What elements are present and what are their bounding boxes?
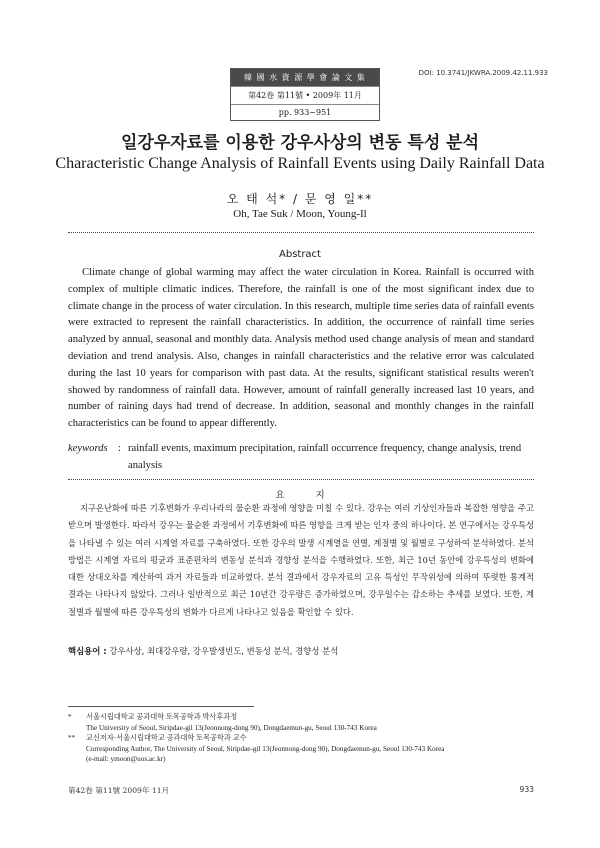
footnote-1-line: 서울시립대학교 공과대학 토목공학과 박사후과정 [86,713,238,721]
journal-name: 韓 國 水 資 源 學 會 論 文 集 [231,69,379,86]
keywords-colon: : [118,443,121,454]
footnote-1-line: The University of Seoul, Siripdae-gil 13(Jeonnong-dong 90), Dongdaemun-gu, Seoul 130-743 Korea [86,723,377,732]
korean-keywords-text: 강우사상, 최대강우량, 강우발생빈도, 변동성 분석, 경향성 분석 [106,646,339,656]
footnote-2-line: Corresponding Author, The University of Seoul, Siripdae-gil 13(Jeonnong-dong 90), Dongdaemun-gu, Seoul 130-743 Korea [86,744,445,753]
keywords-text: rainfall events, maximum precipitation, rainfall occurrence frequency, change analysis, trend analysis [128,443,522,471]
authors-korean: 오 태 석* / 문 영 일** [226,192,374,206]
page-footer-volume: 第42卷 第11號 2009年 11月 [68,786,170,795]
journal-pages: pp. 933∼951 [231,104,379,120]
divider-middle [68,479,534,480]
korean-abstract-heading: 요 지 [275,490,339,501]
abstract-heading: Abstract [279,249,321,260]
footnote-2-mark: ** [68,734,76,742]
title-english: Characteristic Change Analysis of Rainfall Events using Daily Rainfall Data [55,155,545,172]
title-korean: 일강우자료를 이용한 강우사상의 변동 특성 분석 [120,133,480,153]
footnote-1-mark: * [68,713,72,721]
footnote-2-line: (e-mail: ymoon@uos.ac.kr) [86,755,166,763]
journal-volume: 第42卷 第11號 • 2009年 11月 [231,86,379,104]
footnote-1 [68,712,534,734]
abstract-text: Climate change of global warming may affect the water circulation in Korea. Rainfall is occurred with complex of multiple climatic indices. Therefore, the rainfall is one of the most significant index due to climate change in the process of water circulation. In this research, multiple time series data of rainfall events were extracted to represent the rainfall characteristics. In addition, the occurrence of rainfall time series analyzed by annual, seasonal and monthly data. Analysis method used change analysis of mean and standard deviation and trend analysis. Also, changes in rainfall characteristics and the relative error was calculated during the last 10 years for comparison with past data. At the results, significant statistical results weren't showed by randomness of rainfall data. However, amount of rainfall generally increased last 10 years, and number of raining days had trend of decrease. In addition, seasonal and monthly changes in the rainfall characteristics can be found to appear differently. [68,267,534,430]
korean-keywords [68,645,534,657]
page-number: 933 [519,785,534,794]
footnote-rule [68,706,254,707]
footnote-2-line: 교신저자·서울시립대학교 공과대학 토목공학과 교수 [86,734,247,742]
korean-keywords-label: 핵심용어 : [68,646,107,656]
journal-info-box [230,68,380,121]
keywords-label: keywords [68,443,108,454]
authors-english: Oh, Tae Suk / Moon, Young-Il [233,208,367,220]
korean-abstract-text: 지구온난화에 따른 기후변화가 우리나라의 물순환 과정에 영향을 미칠 수 있다. 강우는 여러 기상인자들과 복잡한 영향을 주고 받으며 발생한다. 따라서 강우는 물순환 과정에서 기후변화에 따른 영향을 크게 받는 인자 중의 하나이다. 본 연구에서는 강우특성을 나타낼 수 있는 여러 시계열 자료를 구축하였다. 또한 강우의 발생 시계열을 연별, 계절별 및 월별로 구성하여 분석하였다. 분석 방법은 시계열 자료의 평균과 표준편차의 변동성 분석과 경향성 분석을 수행하였다. 또한, 최근 10년 동안에 강우특성의 변화에 대한 상대오차를 계산하여 과거 자료들과 비교하였다. 분석 결과에서 강우자료의 고유 특성인 무작위성에 의하여 뚜렷한 통계적 결과는 나타나지 않았다. 그러나 일반적으로 최근 10년간 강우량은 증가하였으며, 강우일수는 감소하는 추세를 보였다. 또한, 계절별과 월별에 따른 강우특성의 변화가 다르게 나타나고 있음을 확인할 수 있다. [68,503,534,617]
divider-top [68,232,534,233]
footnote-2 [68,733,534,767]
doi: DOI: 10.3741/JKWRA.2009.42.11.933 [418,69,548,77]
